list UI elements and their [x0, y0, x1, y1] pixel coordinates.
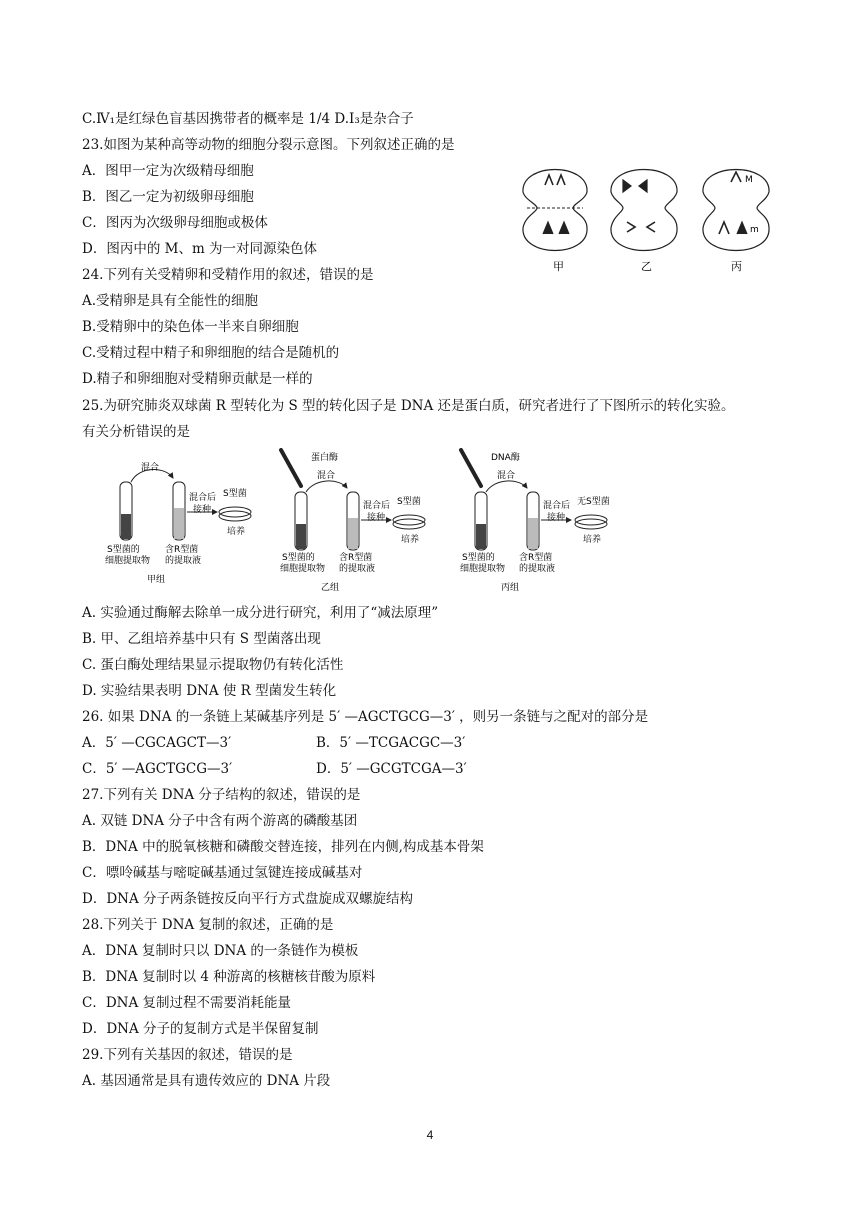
label-jia: 甲 [553, 260, 564, 273]
q26-option-a: A．5′ —CGCAGCT—3′ [82, 735, 232, 751]
bing-result: 无S型菌 [577, 497, 610, 507]
text-line: 26. 如果 DNA 的一条链上某碱基序列是 5′ —AGCTGCG—3′ ，则另一条链与之配对的部分是 [82, 709, 649, 725]
cell-division-figure [515, 150, 785, 275]
bing-inoculate: 混合后接种 [543, 501, 571, 523]
text-line: 29.下列有关基因的叙述，错误的是 [82, 1047, 293, 1063]
label-bing: 丙 [731, 260, 742, 273]
jia-inoculate-1: 混合后 [189, 493, 217, 503]
text-line: B.受精卵中的染色体一半来自卵细胞 [82, 319, 299, 335]
q26-option-c: C．5′ —AGCTGCG—3′ [82, 761, 233, 777]
text-line: B．DNA 中的脱氧核糖和磷酸交替连接，排列在内侧,构成基本骨架 [82, 839, 484, 855]
bing-r-liquid: 含R型菌的提取液 [519, 553, 556, 574]
text-line: 27.下列有关 DNA 分子结构的叙述，错误的是 [82, 787, 361, 803]
transformation-experiment-figure [105, 448, 635, 598]
q26-option-d: D．5′ —GCGTCGA—3′ [316, 761, 467, 777]
label-yi: 乙 [641, 260, 652, 273]
cell-jia [523, 170, 587, 251]
yi-inoculate: 混合后接种 [363, 501, 391, 523]
cell-bing [703, 170, 769, 251]
jia-mix: 混合 [141, 463, 160, 473]
text-line: C．图丙为次级卵母细胞或极体 [82, 215, 268, 231]
text-line: 有关分析错误的是 [82, 424, 190, 440]
text-line: D.精子和卵细胞对受精卵贡献是一样的 [82, 371, 313, 387]
yi-s-extract: S型菌的细胞提取物 [280, 553, 326, 574]
yi-r-liquid: 含R型菌的提取液 [339, 553, 376, 574]
text-line: C. 蛋白酶处理结果显示提取物仍有转化活性 [82, 657, 344, 673]
chrom-label-M: M [745, 175, 753, 185]
text-line: A．图甲一定为次级精母细胞 [82, 163, 254, 179]
text-line: D. 实验结果表明 DNA 使 R 型菌发生转化 [82, 683, 337, 699]
text-line: D．DNA 分子两条链按反向平行方式盘旋成双螺旋结构 [82, 891, 413, 907]
text-line: 24.下列有关受精卵和受精作用的叙述，错误的是 [82, 267, 374, 283]
text-line: C．DNA 复制过程不需要消耗能量 [82, 995, 292, 1011]
text-line: B．DNA 复制时以 4 种游离的核糖核苷酸为原料 [82, 969, 376, 985]
text-line: B. 甲、乙组培养基中只有 S 型菌落出现 [82, 631, 321, 647]
page-number: 4 [426, 1128, 434, 1142]
text-line: A．DNA 复制时只以 DNA 的一条链作为模板 [82, 943, 359, 959]
jia-r-liquid: 含R型菌的提取液 [165, 545, 202, 566]
jia-inoculate [189, 491, 216, 515]
bing-mix: 混合 [497, 471, 516, 481]
jia-result: S型菌 [223, 489, 247, 499]
chrom-label-m: m [750, 225, 759, 235]
jia-s-extract: S型菌的细胞提取物 [105, 545, 151, 566]
bing-group-label: 丙组 [501, 583, 520, 593]
jia-inoculate-2: 接种 [193, 505, 212, 515]
jia-group-label: 甲组 [147, 575, 166, 585]
text-line: B．图乙一定为初级卵母细胞 [82, 189, 254, 205]
yi-mix: 混合 [317, 471, 336, 481]
yi-culture: 培养 [401, 535, 420, 545]
text-line: C.Ⅳ₁是红绿色盲基因携带者的概率是 1/4 D.Ⅰ₃是杂合子 [82, 111, 414, 127]
text-line: 23.如图为某种高等动物的细胞分裂示意图。下列叙述正确的是 [82, 137, 455, 153]
text-line: D．DNA 分子的复制方式是半保留复制 [82, 1021, 319, 1037]
yi-protease: 蛋白酶 [311, 453, 339, 463]
bing-culture: 培养 [583, 535, 602, 545]
text-line: A. 双链 DNA 分子中含有两个游离的磷酸基团 [82, 813, 358, 829]
text-line: C．嘌呤碱基与嘧啶碱基通过氢键连接成碱基对 [82, 865, 363, 881]
text-line: 25.为研究肺炎双球菌 R 型转化为 S 型的转化因子是 DNA 还是蛋白质，研究者进行了下图所示的转化实验。 [82, 398, 735, 414]
text-line: D．图丙中的 M、m 为一对同源染色体 [82, 241, 318, 257]
q26-option-b: B．5′ —TCGACGC—3′ [316, 735, 466, 751]
jia-culture: 培养 [227, 527, 246, 537]
text-line: C.受精过程中精子和卵细胞的结合是随机的 [82, 345, 340, 361]
yi-result: S型菌 [397, 497, 421, 507]
bing-s-extract: S型菌的细胞提取物 [460, 553, 506, 574]
yi-group-label: 乙组 [321, 583, 340, 593]
text-line: A. 实验通过酶解去除单一成分进行研究，利用了“减法原理” [82, 605, 439, 621]
text-line: 28.下列关于 DNA 复制的叙述，正确的是 [82, 917, 334, 933]
text-line: A.受精卵是具有全能性的细胞 [82, 293, 259, 309]
cell-yi [611, 170, 677, 251]
text-line: A. 基因通常是具有遗传效应的 DNA 片段 [82, 1073, 331, 1089]
bing-dnase: DNA酶 [491, 453, 520, 463]
